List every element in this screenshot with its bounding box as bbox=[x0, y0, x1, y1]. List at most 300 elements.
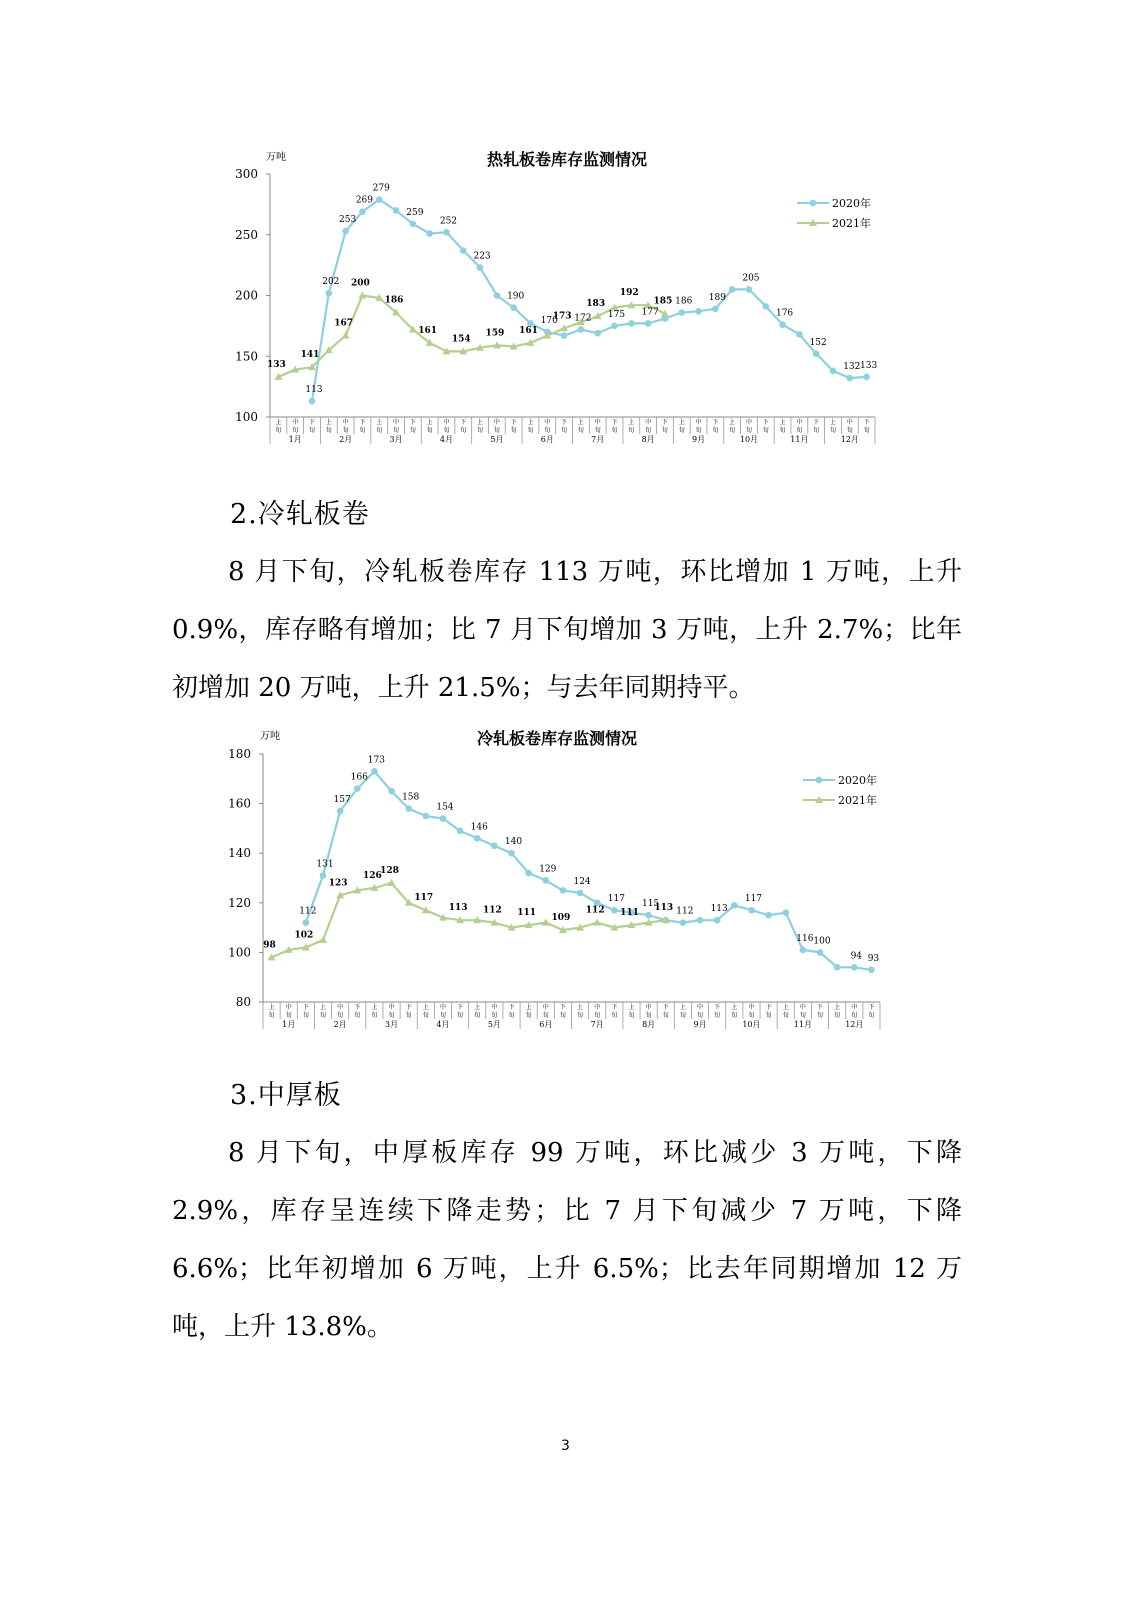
data-point-2020 bbox=[443, 229, 450, 236]
data-point-2020 bbox=[388, 788, 395, 795]
x-dekad-label-bottom: 旬 bbox=[712, 427, 719, 434]
x-dekad-label-top: 上 bbox=[325, 419, 332, 426]
data-point-2020 bbox=[697, 917, 704, 924]
x-dekad-label-bottom: 旬 bbox=[302, 1012, 309, 1019]
x-month-label: 1月 bbox=[288, 435, 302, 444]
data-label-2021: 159 bbox=[485, 328, 505, 339]
x-dekad-label-top: 中 bbox=[292, 419, 299, 426]
chart-title: 冷轧板卷库存监测情况 bbox=[476, 729, 638, 748]
x-dekad-label-top: 中 bbox=[748, 1004, 755, 1011]
data-label-2020: 170 bbox=[540, 315, 558, 326]
x-month-label: 12月 bbox=[840, 435, 859, 444]
data-label-2021: 161 bbox=[519, 325, 538, 336]
x-dekad-label-top: 中 bbox=[695, 419, 702, 426]
x-dekad-label-bottom: 旬 bbox=[561, 427, 568, 434]
x-dekad-label-bottom: 旬 bbox=[846, 427, 853, 434]
x-month-label: 5月 bbox=[487, 1020, 501, 1029]
x-dekad-label-top: 上 bbox=[426, 419, 433, 426]
data-label-2020: 269 bbox=[355, 195, 374, 206]
x-dekad-label-top: 上 bbox=[527, 419, 534, 426]
data-label-2020: 176 bbox=[775, 308, 794, 319]
x-dekad-label-bottom: 旬 bbox=[729, 427, 736, 434]
data-label-2020: 117 bbox=[744, 894, 763, 905]
data-point-2020 bbox=[782, 909, 789, 916]
x-dekad-label-top: 上 bbox=[731, 1004, 738, 1011]
data-point-2020 bbox=[309, 398, 316, 405]
data-label-2020: 112 bbox=[676, 906, 694, 917]
x-dekad-label-top: 下 bbox=[510, 419, 517, 426]
data-point-2020 bbox=[393, 207, 400, 214]
x-dekad-label-bottom: 旬 bbox=[695, 427, 702, 434]
x-dekad-label-bottom: 旬 bbox=[817, 1012, 824, 1019]
data-label-2020: 253 bbox=[339, 215, 357, 226]
data-point-2020 bbox=[645, 912, 652, 919]
x-dekad-label-top: 中 bbox=[799, 1004, 806, 1011]
data-point-2020 bbox=[342, 228, 349, 235]
x-dekad-label-top: 中 bbox=[796, 419, 803, 426]
x-dekad-label-top: 中 bbox=[645, 1004, 652, 1011]
x-dekad-label-bottom: 旬 bbox=[325, 427, 332, 434]
x-dekad-label-bottom: 旬 bbox=[779, 427, 786, 434]
x-dekad-label-top: 中 bbox=[493, 419, 500, 426]
x-dekad-label-bottom: 旬 bbox=[388, 1012, 395, 1019]
x-dekad-label-bottom: 旬 bbox=[439, 1012, 446, 1019]
y-tick-label: 100 bbox=[235, 410, 258, 424]
data-point-2020 bbox=[457, 828, 464, 835]
data-point-2021 bbox=[593, 919, 601, 926]
x-month-label: 10月 bbox=[742, 1020, 761, 1029]
section-heading-cold-rolled: 2.冷轧板卷 bbox=[230, 499, 370, 530]
section-heading-medium-plate: 3.中厚板 bbox=[230, 1080, 342, 1111]
data-label-2020: 177 bbox=[641, 307, 659, 318]
x-month-label: 9月 bbox=[691, 435, 706, 444]
x-dekad-label-top: 下 bbox=[762, 419, 769, 426]
data-point-2020 bbox=[510, 304, 517, 311]
x-dekad-label-bottom: 旬 bbox=[393, 427, 400, 434]
x-month-label: 5月 bbox=[490, 435, 504, 444]
x-dekad-label-top: 下 bbox=[813, 419, 820, 426]
data-label-2021: 112 bbox=[585, 905, 605, 916]
x-dekad-label-bottom: 旬 bbox=[829, 427, 836, 434]
data-point-2020 bbox=[680, 919, 687, 926]
data-point-2020 bbox=[491, 842, 498, 849]
x-dekad-label-bottom: 旬 bbox=[611, 1012, 618, 1019]
x-month-label: 8月 bbox=[642, 1020, 656, 1029]
data-point-2020 bbox=[830, 368, 837, 375]
legend-marker-2020 bbox=[810, 200, 817, 207]
x-dekad-label-top: 上 bbox=[371, 1004, 378, 1011]
legend-label-2020: 2020年 bbox=[838, 774, 877, 787]
x-dekad-label-bottom: 旬 bbox=[661, 427, 668, 434]
paragraph-medium-plate-text: 8 月下旬，中厚板库存 99 万吨，环比减少 3 万吨，下降 2.9%，库存呈连续下降走势；比 7 月下旬减少 7 万吨，下降 6.6%；比年初增加 6 万吨，上升 6.5%；比去年同期增加 12 万吨，上升 13.8%。 bbox=[172, 1138, 962, 1342]
x-dekad-label-bottom: 旬 bbox=[337, 1012, 344, 1019]
x-dekad-label-top: 下 bbox=[662, 1004, 669, 1011]
data-point-2020 bbox=[731, 902, 738, 909]
y-unit-label: 万吨 bbox=[266, 152, 286, 163]
paragraph-medium-plate bbox=[172, 1124, 962, 1356]
x-dekad-label-bottom: 旬 bbox=[796, 427, 803, 434]
x-dekad-label-bottom: 旬 bbox=[457, 1012, 464, 1019]
x-dekad-label-bottom: 旬 bbox=[510, 427, 517, 434]
data-label-2020: 94 bbox=[850, 951, 863, 962]
data-label-2020: 252 bbox=[439, 216, 458, 227]
data-point-2020 bbox=[868, 966, 875, 973]
x-dekad-label-bottom: 旬 bbox=[594, 1012, 601, 1019]
x-dekad-label-bottom: 旬 bbox=[762, 427, 769, 434]
data-label-2020: 152 bbox=[809, 337, 827, 348]
y-tick-label: 160 bbox=[228, 796, 251, 811]
x-dekad-label-bottom: 旬 bbox=[542, 1012, 549, 1019]
x-dekad-label-bottom: 旬 bbox=[678, 427, 685, 434]
y-tick-label: 100 bbox=[228, 945, 251, 960]
data-point-2020 bbox=[326, 290, 333, 297]
x-dekad-label-bottom: 旬 bbox=[834, 1012, 841, 1019]
x-dekad-label-top: 中 bbox=[594, 1004, 601, 1011]
x-month-label: 10月 bbox=[739, 435, 759, 444]
x-dekad-label-bottom: 旬 bbox=[782, 1012, 789, 1019]
data-label-2021: 186 bbox=[384, 295, 404, 306]
data-label-2020: 173 bbox=[367, 755, 385, 766]
x-dekad-label-bottom: 旬 bbox=[863, 427, 870, 434]
x-dekad-label-top: 下 bbox=[868, 1004, 875, 1011]
x-dekad-label-top: 下 bbox=[409, 419, 416, 426]
x-dekad-label-top: 上 bbox=[474, 1004, 481, 1011]
x-dekad-label-top: 上 bbox=[376, 419, 383, 426]
data-label-2020: 129 bbox=[539, 864, 557, 875]
x-month-label: 12月 bbox=[845, 1020, 864, 1029]
data-point-2020 bbox=[560, 887, 567, 894]
x-dekad-label-top: 中 bbox=[439, 1004, 446, 1011]
x-dekad-label-bottom: 旬 bbox=[371, 1012, 378, 1019]
data-label-2021: 102 bbox=[294, 930, 314, 941]
data-label-2020: 157 bbox=[333, 795, 351, 806]
data-label-2020: 131 bbox=[316, 859, 334, 870]
x-dekad-label-bottom: 旬 bbox=[319, 1012, 326, 1019]
data-point-2020 bbox=[779, 321, 786, 328]
data-label-2021: 141 bbox=[300, 350, 320, 361]
data-label-2020: 117 bbox=[607, 894, 625, 905]
paragraph-cold-rolled-text: 8 月下旬，冷轧板卷库存 113 万吨，环比增加 1 万吨，上升 0.9%，库存略有增加；比 7 月下旬增加 3 万吨，上升 2.7%；比年初增加 20 万吨，上升 21.5%；与去年同期持平。 bbox=[172, 557, 962, 703]
x-dekad-label-bottom: 旬 bbox=[745, 427, 752, 434]
x-dekad-label-bottom: 旬 bbox=[765, 1012, 772, 1019]
x-dekad-label-top: 上 bbox=[275, 419, 282, 426]
x-month-label: 1月 bbox=[282, 1020, 296, 1029]
data-point-2020 bbox=[376, 196, 383, 203]
x-dekad-label-bottom: 旬 bbox=[731, 1012, 738, 1019]
x-dekad-label-bottom: 旬 bbox=[474, 1012, 481, 1019]
data-label-2021: 192 bbox=[619, 288, 639, 299]
x-month-label: 4月 bbox=[439, 435, 454, 444]
x-dekad-label-top: 上 bbox=[628, 419, 635, 426]
data-label-2020: 132 bbox=[843, 362, 861, 373]
x-dekad-label-bottom: 旬 bbox=[697, 1012, 704, 1019]
data-point-2020 bbox=[359, 208, 366, 215]
x-dekad-label-top: 上 bbox=[782, 1004, 789, 1011]
x-dekad-label-bottom: 旬 bbox=[443, 427, 450, 434]
data-point-2020 bbox=[508, 850, 515, 857]
data-label-2020: 190 bbox=[507, 291, 525, 302]
x-dekad-label-top: 中 bbox=[285, 1004, 292, 1011]
page-number: 3 bbox=[561, 1438, 570, 1454]
data-label-2020: 223 bbox=[473, 251, 491, 262]
data-label-2020: 166 bbox=[350, 772, 368, 783]
data-label-2020: 113 bbox=[710, 904, 728, 915]
data-label-2020: 175 bbox=[607, 309, 626, 320]
x-dekad-label-bottom: 旬 bbox=[544, 427, 551, 434]
x-dekad-label-top: 上 bbox=[779, 419, 786, 426]
data-point-2020 bbox=[460, 247, 467, 254]
data-point-2020 bbox=[714, 917, 721, 924]
x-month-label: 3月 bbox=[389, 435, 403, 444]
data-point-2020 bbox=[405, 805, 412, 812]
data-point-2020 bbox=[594, 330, 601, 337]
legend-marker-2020 bbox=[816, 777, 823, 784]
x-dekad-label-top: 下 bbox=[508, 1004, 515, 1011]
x-dekad-label-top: 下 bbox=[561, 419, 568, 426]
x-month-label: 4月 bbox=[436, 1020, 450, 1029]
x-dekad-label-top: 下 bbox=[661, 419, 668, 426]
x-dekad-label-bottom: 旬 bbox=[714, 1012, 721, 1019]
x-dekad-label-bottom: 旬 bbox=[748, 1012, 755, 1019]
x-dekad-label-bottom: 旬 bbox=[309, 427, 316, 434]
data-label-2021: 111 bbox=[620, 908, 639, 919]
x-dekad-label-bottom: 旬 bbox=[285, 1012, 292, 1019]
x-dekad-label-bottom: 旬 bbox=[628, 427, 635, 434]
x-dekad-label-top: 中 bbox=[745, 419, 752, 426]
data-point-2020 bbox=[354, 785, 361, 792]
data-label-2021: 98 bbox=[263, 940, 276, 951]
data-point-2020 bbox=[542, 877, 549, 884]
x-dekad-label-bottom: 旬 bbox=[813, 427, 820, 434]
x-month-label: 2月 bbox=[333, 1020, 347, 1029]
data-point-2020 bbox=[577, 890, 584, 897]
y-unit-label: 万吨 bbox=[260, 731, 280, 742]
y-tick-label: 120 bbox=[228, 895, 251, 910]
data-label-2020: 100 bbox=[813, 936, 831, 947]
data-point-2020 bbox=[729, 286, 736, 293]
y-tick-label: 300 bbox=[235, 167, 258, 181]
x-dekad-label-bottom: 旬 bbox=[409, 427, 416, 434]
data-point-2020 bbox=[712, 306, 719, 313]
data-label-2020: 112 bbox=[299, 906, 317, 917]
x-dekad-label-top: 上 bbox=[679, 1004, 686, 1011]
data-label-2021: 113 bbox=[654, 903, 674, 914]
data-point-2020 bbox=[371, 768, 378, 775]
x-dekad-label-bottom: 旬 bbox=[422, 1012, 429, 1019]
paragraph-cold-rolled bbox=[172, 543, 962, 717]
data-label-2020: 186 bbox=[675, 296, 693, 307]
x-dekad-label-top: 下 bbox=[354, 1004, 361, 1011]
data-point-2020 bbox=[440, 815, 447, 822]
data-point-2020 bbox=[645, 320, 652, 327]
x-dekad-label-bottom: 旬 bbox=[491, 1012, 498, 1019]
x-dekad-label-bottom: 旬 bbox=[477, 427, 484, 434]
x-dekad-label-bottom: 旬 bbox=[508, 1012, 515, 1019]
x-dekad-label-bottom: 旬 bbox=[799, 1012, 806, 1019]
data-label-2021: 117 bbox=[414, 893, 434, 904]
data-label-2020: 259 bbox=[406, 207, 424, 218]
data-label-2020: 124 bbox=[573, 876, 591, 887]
x-dekad-label-top: 上 bbox=[678, 419, 685, 426]
data-label-2020: 189 bbox=[708, 292, 726, 303]
data-label-2020: 116 bbox=[796, 933, 814, 944]
data-label-2020: 133 bbox=[860, 360, 878, 371]
x-dekad-label-top: 下 bbox=[817, 1004, 824, 1011]
x-dekad-label-top: 中 bbox=[851, 1004, 858, 1011]
x-dekad-label-top: 上 bbox=[268, 1004, 275, 1011]
legend-label-2020: 2020年 bbox=[832, 197, 871, 210]
x-dekad-label-bottom: 旬 bbox=[577, 1012, 584, 1019]
data-label-2020: 115 bbox=[642, 899, 660, 910]
data-point-2020 bbox=[578, 326, 585, 333]
data-label-2020: 146 bbox=[470, 822, 488, 833]
x-dekad-label-top: 上 bbox=[729, 419, 736, 426]
x-dekad-label-bottom: 旬 bbox=[594, 427, 601, 434]
x-dekad-label-top: 上 bbox=[577, 1004, 584, 1011]
data-label-2020: 113 bbox=[305, 385, 323, 396]
x-dekad-label-top: 下 bbox=[302, 1004, 309, 1011]
x-dekad-label-bottom: 旬 bbox=[662, 1012, 669, 1019]
x-dekad-label-top: 下 bbox=[611, 1004, 618, 1011]
data-point-2020 bbox=[320, 872, 327, 879]
x-dekad-label-top: 中 bbox=[337, 1004, 344, 1011]
y-tick-label: 150 bbox=[235, 349, 258, 364]
data-label-2021: 200 bbox=[351, 278, 370, 289]
x-dekad-label-top: 下 bbox=[611, 419, 618, 426]
x-dekad-label-bottom: 旬 bbox=[426, 427, 433, 434]
data-label-2021: 161 bbox=[418, 325, 438, 336]
x-dekad-label-bottom: 旬 bbox=[405, 1012, 412, 1019]
hot-rolled-inventory-chart bbox=[0, 140, 1131, 460]
data-point-2020 bbox=[800, 947, 807, 954]
data-label-2021: 154 bbox=[451, 334, 471, 345]
x-dekad-label-bottom: 旬 bbox=[628, 1012, 635, 1019]
data-label-2020: 172 bbox=[574, 313, 592, 324]
x-dekad-label-top: 下 bbox=[714, 1004, 721, 1011]
data-point-2020 bbox=[611, 323, 618, 330]
data-point-2021 bbox=[342, 332, 350, 339]
x-month-label: 6月 bbox=[539, 1020, 553, 1029]
data-label-2020: 93 bbox=[867, 953, 880, 964]
data-point-2020 bbox=[846, 375, 853, 382]
data-point-2020 bbox=[477, 264, 484, 271]
data-point-2020 bbox=[474, 835, 481, 842]
x-dekad-label-bottom: 旬 bbox=[679, 1012, 686, 1019]
data-label-2021: 185 bbox=[653, 296, 673, 307]
data-point-2020 bbox=[678, 309, 685, 316]
x-dekad-label-bottom: 旬 bbox=[645, 1012, 652, 1019]
x-dekad-label-top: 下 bbox=[712, 419, 719, 426]
x-dekad-label-bottom: 旬 bbox=[275, 427, 282, 434]
x-dekad-label-top: 上 bbox=[525, 1004, 532, 1011]
data-point-2020 bbox=[494, 292, 501, 299]
x-month-label: 11月 bbox=[790, 435, 809, 444]
x-month-label: 3月 bbox=[384, 1020, 399, 1029]
x-dekad-label-top: 中 bbox=[697, 1004, 704, 1011]
data-point-2020 bbox=[834, 964, 841, 971]
x-dekad-label-bottom: 旬 bbox=[268, 1012, 275, 1019]
data-point-2020 bbox=[628, 320, 635, 327]
x-dekad-label-top: 上 bbox=[422, 1004, 429, 1011]
data-label-2020: 158 bbox=[402, 792, 420, 803]
y-tick-label: 180 bbox=[228, 747, 251, 761]
data-label-2021: 113 bbox=[448, 903, 468, 914]
data-point-2020 bbox=[561, 332, 568, 339]
data-point-2020 bbox=[765, 912, 772, 919]
x-dekad-label-top: 上 bbox=[628, 1004, 635, 1011]
data-point-2021 bbox=[319, 936, 327, 943]
x-dekad-label-top: 上 bbox=[834, 1004, 841, 1011]
data-point-2020 bbox=[426, 230, 433, 237]
chart-title: 热轧板卷库存监测情况 bbox=[486, 150, 648, 169]
data-point-2020 bbox=[746, 286, 753, 293]
x-month-label: 7月 bbox=[591, 435, 605, 444]
y-tick-label: 140 bbox=[228, 846, 251, 861]
y-tick-label: 200 bbox=[235, 288, 258, 303]
data-point-2020 bbox=[410, 221, 417, 228]
x-dekad-label-top: 下 bbox=[460, 419, 467, 426]
data-point-2021 bbox=[388, 879, 396, 886]
x-month-label: 7月 bbox=[590, 1020, 604, 1029]
data-point-2020 bbox=[817, 949, 824, 956]
x-dekad-label-bottom: 旬 bbox=[611, 427, 618, 434]
legend-label-2021: 2021年 bbox=[838, 794, 877, 807]
x-dekad-label-bottom: 旬 bbox=[527, 427, 534, 434]
data-point-2020 bbox=[423, 813, 430, 820]
x-month-label: 11月 bbox=[793, 1020, 812, 1029]
data-label-2020: 154 bbox=[436, 802, 454, 813]
data-point-2020 bbox=[813, 351, 820, 358]
x-month-label: 2月 bbox=[339, 435, 353, 444]
x-dekad-label-top: 中 bbox=[645, 419, 652, 426]
x-dekad-label-bottom: 旬 bbox=[645, 427, 652, 434]
data-label-2020: 279 bbox=[372, 183, 390, 194]
x-dekad-label-top: 中 bbox=[342, 419, 349, 426]
x-dekad-label-bottom: 旬 bbox=[559, 1012, 566, 1019]
data-point-2020 bbox=[695, 308, 702, 315]
x-dekad-label-bottom: 旬 bbox=[868, 1012, 875, 1019]
data-label-2021: 167 bbox=[334, 318, 354, 329]
data-point-2020 bbox=[796, 331, 803, 338]
x-dekad-label-bottom: 旬 bbox=[851, 1012, 858, 1019]
x-dekad-label-top: 下 bbox=[863, 419, 870, 426]
data-point-2020 bbox=[863, 374, 870, 381]
x-dekad-label-bottom: 旬 bbox=[577, 427, 584, 434]
x-dekad-label-top: 中 bbox=[594, 419, 601, 426]
x-dekad-label-top: 上 bbox=[577, 419, 584, 426]
x-dekad-label-bottom: 旬 bbox=[354, 1012, 361, 1019]
x-dekad-label-bottom: 旬 bbox=[376, 427, 383, 434]
y-tick-label: 250 bbox=[235, 227, 258, 242]
x-dekad-label-top: 中 bbox=[443, 419, 450, 426]
data-label-2020: 140 bbox=[504, 837, 523, 848]
x-dekad-label-bottom: 旬 bbox=[525, 1012, 532, 1019]
x-dekad-label-top: 中 bbox=[393, 419, 400, 426]
data-label-2021: 183 bbox=[586, 299, 606, 310]
legend-label-2021: 2021年 bbox=[832, 217, 871, 230]
data-point-2020 bbox=[748, 907, 755, 914]
series-line-2021 bbox=[278, 296, 665, 377]
data-label-2021: 109 bbox=[551, 913, 571, 924]
x-dekad-label-top: 上 bbox=[477, 419, 484, 426]
x-dekad-label-top: 下 bbox=[559, 1004, 566, 1011]
x-dekad-label-top: 下 bbox=[457, 1004, 464, 1011]
x-month-label: 9月 bbox=[693, 1020, 707, 1029]
data-label-2021: 111 bbox=[517, 908, 537, 919]
data-label-2021: 133 bbox=[267, 359, 286, 370]
data-point-2020 bbox=[611, 907, 618, 914]
x-dekad-label-top: 下 bbox=[309, 419, 316, 426]
